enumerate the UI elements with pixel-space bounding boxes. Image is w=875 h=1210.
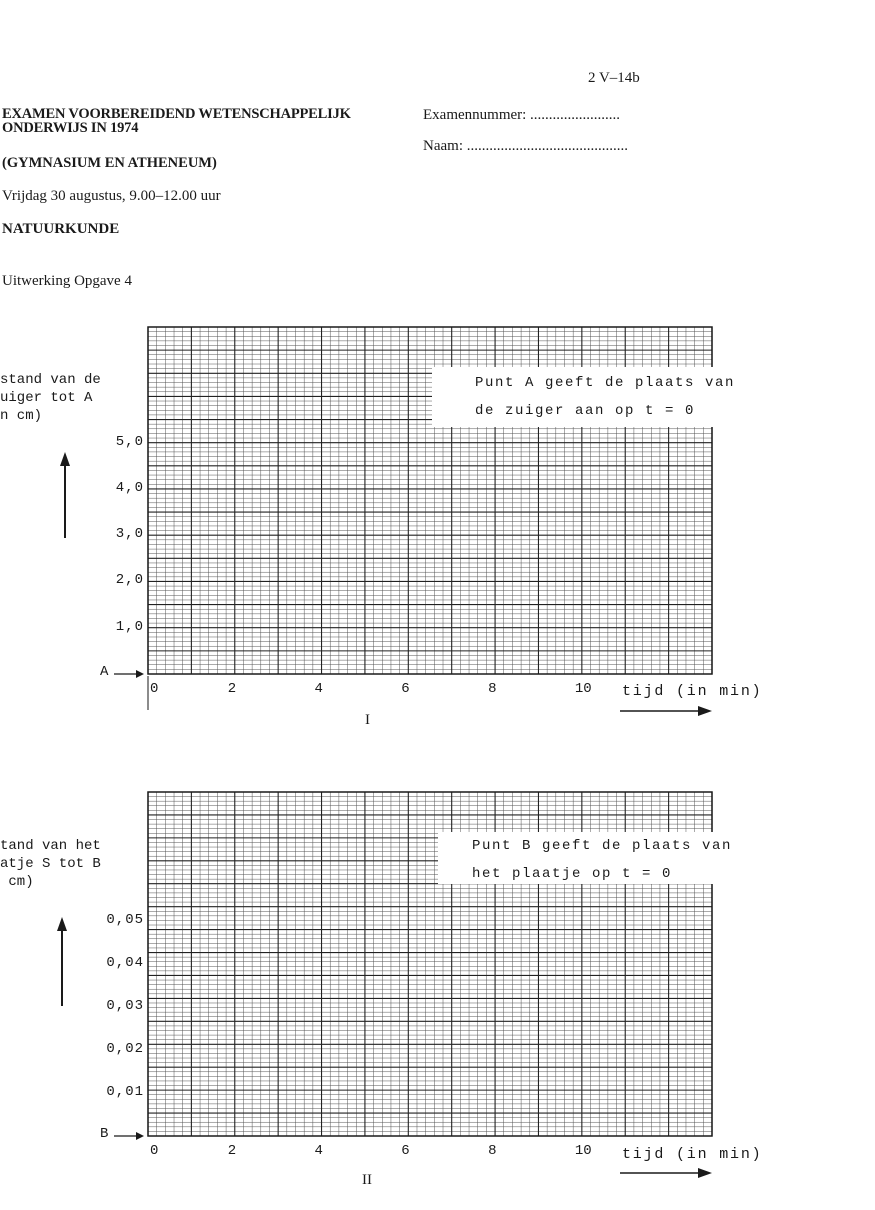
x-tick-label: 2 [227, 681, 237, 697]
x-tick-label: 10 [574, 681, 592, 697]
x-tick-label: 4 [314, 1143, 323, 1159]
exam-school: (GYMNASIUM EN ATHENEUM) [2, 155, 217, 171]
y-tick-label: 2,0 [115, 572, 144, 589]
x-tick-label: 0 [150, 1143, 159, 1159]
origin-arrow-icon [114, 1132, 144, 1140]
graph1-note-line2: de zuiger aan op t = 0 [475, 403, 696, 419]
exam-title-line2: ONDERWIJS IN 1974 [2, 120, 139, 136]
graph1-note-line1: Punt A geeft de plaats van [475, 375, 736, 391]
y-tick-label: 4,0 [115, 479, 144, 496]
y-tick-label: 5,0 [115, 433, 144, 450]
graph2-origin-label: B [100, 1126, 110, 1142]
graph1-x-axis-title: tijd (in min) [622, 683, 763, 700]
name-field[interactable]: Naam: ........................................... [423, 138, 628, 154]
y-tick-label: 3,0 [115, 526, 144, 543]
x-tick-label: 8 [488, 1143, 497, 1159]
x-tick-label: 8 [488, 681, 497, 697]
page-id: 2 V–14b [588, 70, 640, 86]
x-tick-label: 6 [401, 1143, 410, 1159]
x-tick-label: 10 [574, 1143, 592, 1159]
graph2-note-line1: Punt B geeft de plaats van [472, 838, 733, 854]
arrow-right-icon [620, 1168, 712, 1178]
arrow-up-icon [57, 917, 67, 1006]
graph2-note-line2: het plaatje op t = 0 [472, 866, 673, 882]
exam-number-field[interactable]: Examennummer: ........................ [423, 107, 621, 123]
y-tick-label: 0,05 [106, 912, 144, 928]
x-tick-label: 0 [150, 681, 159, 697]
graph1-numeral: I [365, 712, 370, 728]
exam-date: Vrijdag 30 augustus, 9.00–12.00 uur [2, 188, 221, 204]
y-tick-label: 1,0 [115, 618, 144, 635]
x-tick-label: 2 [227, 1143, 237, 1159]
y-tick-label: 0,02 [106, 1041, 144, 1057]
graph2-y-axis-label: tand van het atje S tot B cm) [0, 838, 101, 890]
x-tick-label: 6 [401, 681, 410, 697]
x-tick-label: 4 [314, 681, 323, 697]
y-tick-label: 0,04 [106, 955, 144, 971]
graph2-x-axis-title: tijd (in min) [622, 1146, 763, 1163]
exam-section: Uitwerking Opgave 4 [2, 273, 132, 289]
graph1-y-axis-label: stand van de uiger tot A n cm) [0, 372, 101, 424]
y-tick-label: 0,03 [106, 998, 144, 1014]
exam-subject: NATUURKUNDE [2, 221, 120, 237]
graph2-numeral: II [362, 1172, 372, 1188]
exam-title-line1: EXAMEN VOORBEREIDEND WETENSCHAPPELIJK [2, 106, 351, 122]
graph1-origin-label: A [100, 664, 110, 680]
y-tick-label: 0,01 [106, 1084, 144, 1100]
